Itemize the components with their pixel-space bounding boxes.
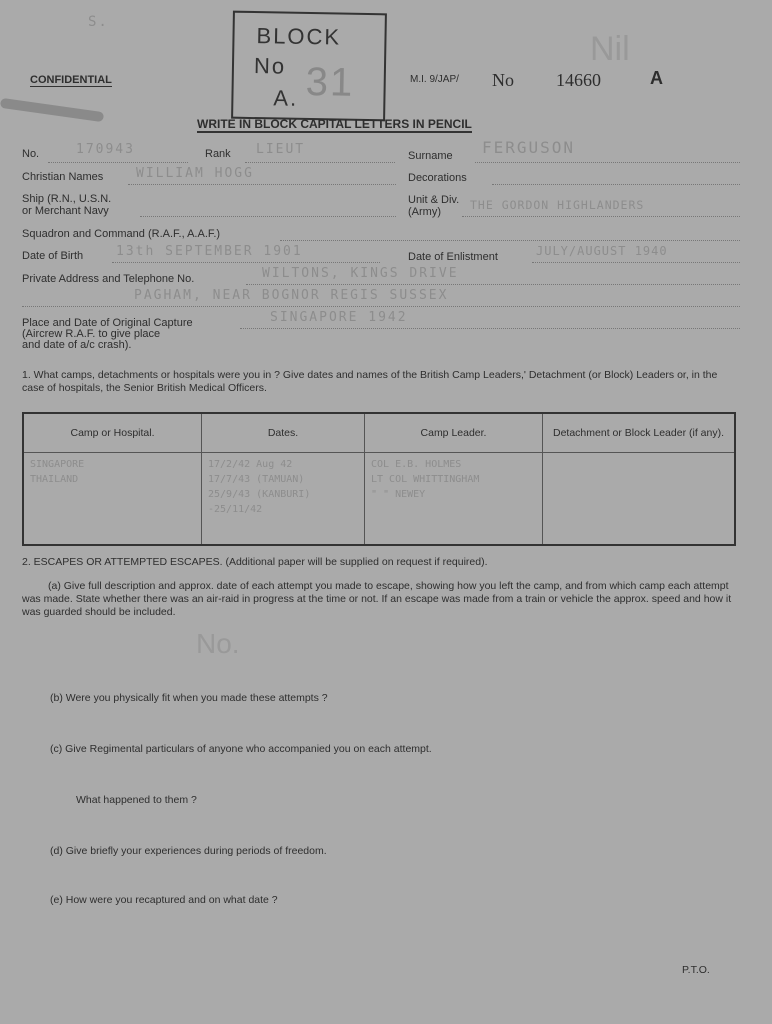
unit-label-1: Unit & Div. — [408, 194, 460, 206]
string-tie — [0, 98, 104, 122]
capture-label-2: (Aircrew R.A.F. to give place — [22, 328, 161, 340]
dob-label: Date of Birth — [22, 250, 84, 262]
camp-entry: THAILAND — [30, 474, 79, 485]
table-row — [23, 453, 735, 546]
ship-label-2: or Merchant Navy — [22, 205, 109, 217]
christian-names-value[interactable]: WILLIAM HOGG — [136, 166, 254, 181]
col-detachment: Detachment or Block Leader (if any). — [543, 413, 736, 453]
leader-entry: LT COL WHITTINGHAM — [371, 474, 480, 485]
enlistment-label: Date of Enlistment — [408, 251, 498, 263]
capture-label-3: and date of a/c crash). — [22, 339, 132, 351]
pto-label: P.T.O. — [682, 964, 710, 976]
ref-prefix: M.I. 9/JAP/ — [410, 74, 459, 85]
confidential-label: CONFIDENTIAL — [30, 74, 112, 86]
unit-label — [408, 194, 459, 218]
dates-entry: -25/11/42 — [208, 504, 263, 515]
col-camp: Camp or Hospital. — [23, 413, 202, 453]
question-c: (c) Give Regimental particulars of anyone who accompanied you on each attempt. — [50, 743, 432, 755]
question-a: (a) Give full description and approx. date of each attempt you made to escape, showing how you left the camp, and from which camp each attempt was made. State whether there was an air-raid in progress at the time or not. If an escape was made from a train or vehicle the approx. speed and how it was guarded should be included. — [22, 580, 732, 618]
no-label: No. — [22, 148, 40, 160]
question-b: (b) Were you physically fit when you made these attempts ? — [50, 692, 328, 704]
handwritten-nil: Nil — [590, 30, 630, 68]
dob-value[interactable]: 13th SEPTEMBER 1901 — [116, 244, 303, 259]
ship-label-1: Ship (R.N., U.S.N. — [22, 193, 112, 205]
ship-label — [22, 193, 111, 217]
instruction: WRITE IN BLOCK CAPITAL LETTERS IN PENCIL — [197, 117, 472, 131]
dates-cell[interactable] — [202, 453, 365, 546]
ref-no-label: No — [492, 70, 514, 90]
unit-value[interactable]: THE GORDON HIGHLANDERS — [470, 198, 645, 212]
ref-number: 14660 — [556, 70, 601, 90]
stamp-a: A. — [273, 85, 299, 111]
camps-table — [22, 412, 736, 546]
ref-suffix: A — [650, 68, 663, 88]
decorations-label: Decorations — [408, 172, 467, 184]
surname-label: Surname — [408, 150, 453, 162]
corner-mark: S. — [88, 14, 109, 30]
camp-cell[interactable] — [23, 453, 202, 546]
capture-label-1: Place and Date of Original Capture — [22, 317, 193, 329]
unit-label-2: (Army) — [408, 206, 441, 218]
address-label: Private Address and Telephone No. — [22, 273, 195, 285]
enlistment-value[interactable]: JULY/AUGUST 1940 — [536, 244, 668, 258]
question-e: (e) How were you recaptured and on what date ? — [50, 894, 278, 906]
question-d: (d) Give briefly your experiences during periods of freedom. — [50, 845, 327, 857]
stamp-no: No — [253, 53, 287, 79]
rank-value[interactable]: LIEUT — [256, 142, 306, 157]
rank-label: Rank — [205, 148, 231, 160]
christian-names-label: Christian Names — [22, 171, 104, 183]
dates-entry: 17/2/42 Aug 42 — [208, 459, 293, 470]
no-value[interactable]: 170943 — [76, 142, 135, 157]
question-c2: What happened to them ? — [76, 794, 197, 806]
capture-label — [22, 318, 193, 351]
dates-entry: 25/9/43 (KANBURI) — [208, 489, 311, 500]
capture-value[interactable]: SINGAPORE 1942 — [270, 310, 408, 325]
dates-entry: 17/7/43 (TAMUAN) — [208, 474, 305, 485]
table-header-row — [23, 413, 735, 453]
col-dates: Dates. — [202, 413, 365, 453]
section1-question: 1. What camps, detachments or hospitals were you in ? Give dates and names of the British Camp Leaders,' Detachment (or Block) Leaders or, in the case of hospitals, the Senior British Medical Officers. — [22, 369, 718, 394]
detachment-cell[interactable] — [543, 453, 736, 546]
leader-entry: " " NEWEY — [371, 489, 426, 500]
address-value-1[interactable]: WILTONS, KINGS DRIVE — [262, 266, 459, 281]
surname-value[interactable]: FERGUSON — [482, 138, 576, 157]
leader-cell[interactable] — [365, 453, 543, 546]
col-camp-leader: Camp Leader. — [365, 413, 543, 453]
block-stamp — [231, 11, 387, 122]
address-value-2[interactable]: PAGHAM, NEAR BOGNOR REGIS SUSSEX — [134, 288, 449, 303]
answer-a[interactable]: No. — [196, 628, 240, 659]
camp-entry: SINGAPORE — [30, 459, 85, 470]
section2-title: 2. ESCAPES OR ATTEMPTED ESCAPES. (Additional paper will be supplied on request if required). — [22, 556, 488, 568]
stamp-block: BLOCK — [256, 23, 342, 50]
leader-entry: COL E.B. HOLMES — [371, 459, 462, 470]
squadron-label: Squadron and Command (R.A.F., A.A.F.) — [22, 228, 221, 240]
stamp-handwritten: 31 — [305, 59, 355, 105]
